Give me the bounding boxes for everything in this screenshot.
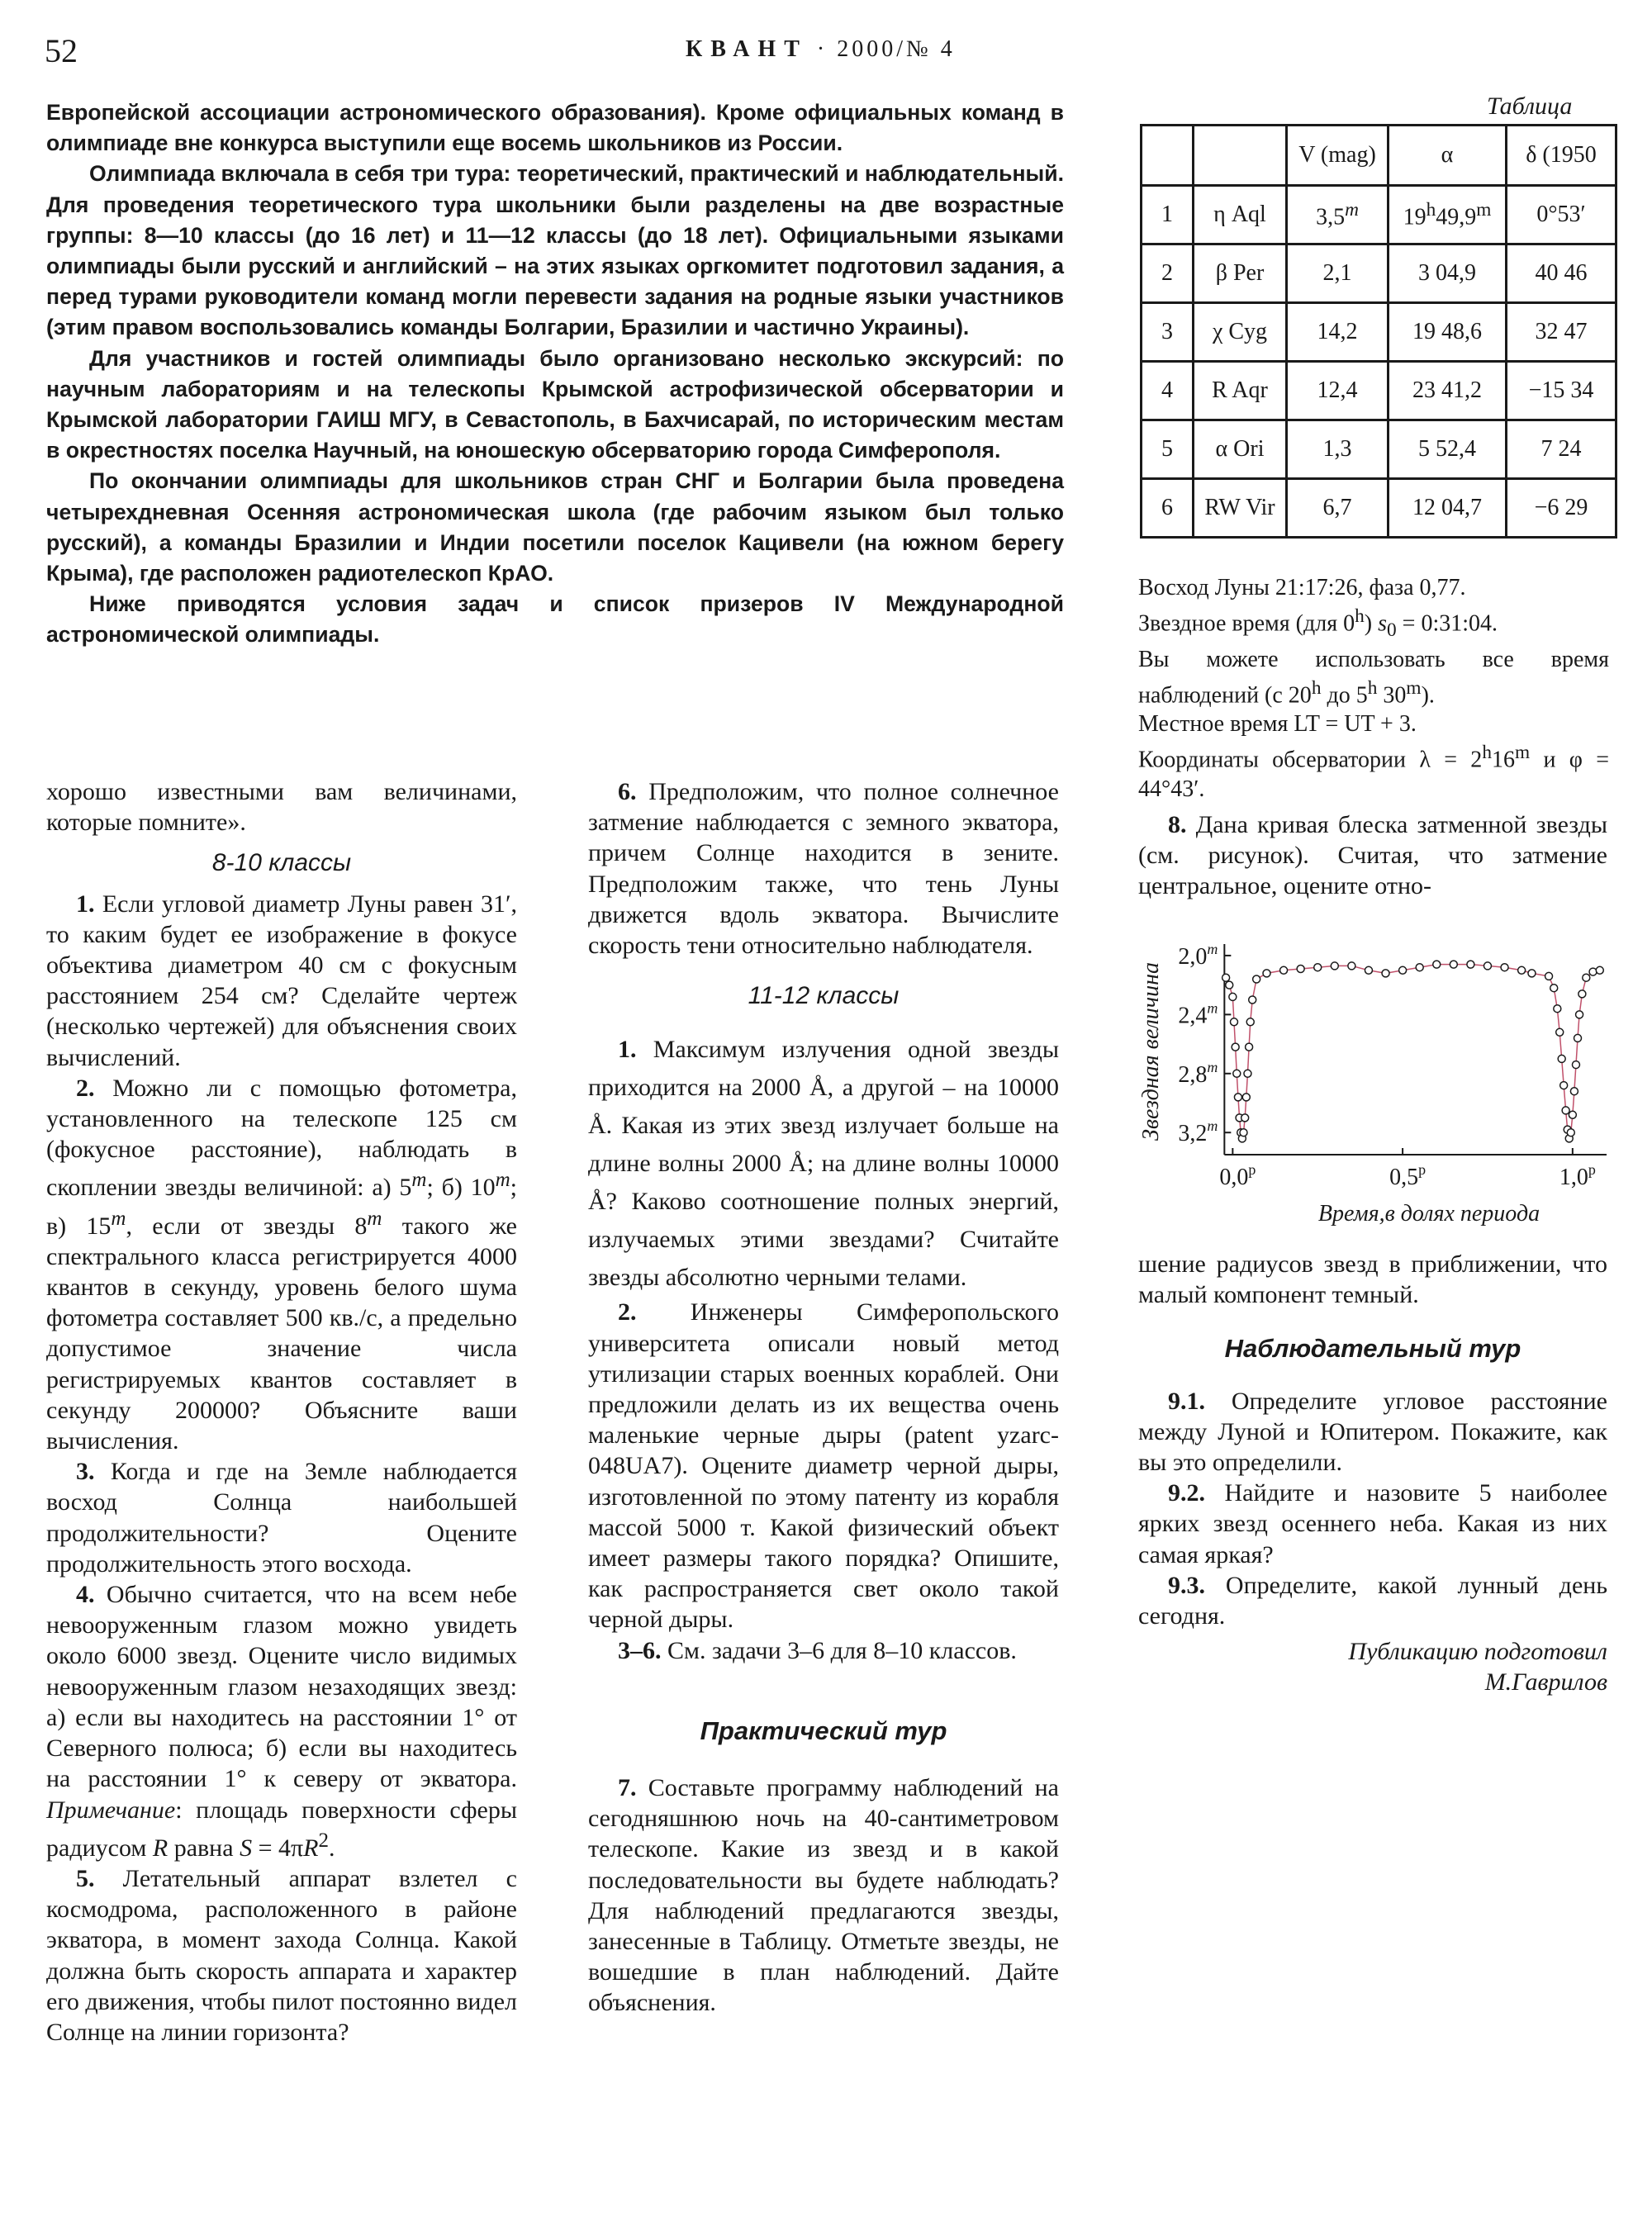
subscript: 0: [1386, 619, 1397, 641]
unit: Å: [588, 1112, 606, 1140]
table-cell: R Aqr: [1194, 362, 1287, 420]
note-text: ).: [1421, 682, 1435, 709]
journal-name: КВАНТ: [686, 36, 808, 62]
data-point: [1501, 964, 1508, 971]
data-point: [1574, 1034, 1582, 1042]
problem-text: такого же спектрального класса регистрируется 4000 квантов в секунду, уровень белого шума фотометра составляет 500 кв./с, а предельно допустимое значение числа регистрируемых квантов составляет в секунду 200000? Объясните ваши вычисления.: [46, 1212, 517, 1455]
note-label: Примечание: [46, 1796, 176, 1824]
problem-text: Дана кривая блеска затменной звезды (см. рисунок). Считая, что затмение центральное, оцените отно-: [1138, 811, 1607, 900]
table-cell: 12 04,7: [1389, 479, 1507, 538]
table-cell: α Ori: [1194, 420, 1287, 479]
data-point: [1560, 1082, 1568, 1089]
problem-number: 5.: [76, 1864, 95, 1892]
table-cell: −6 29: [1507, 479, 1616, 538]
section-heading-observational: Наблюдательный тур: [1224, 1334, 1521, 1364]
data-point: [1578, 990, 1586, 998]
superscript: m: [1406, 676, 1422, 699]
data-point: [1232, 1043, 1239, 1051]
problem-4: [46, 1579, 517, 1863]
note-moonrise: Восход Луны 21:17:26, фаза 0,77.: [1138, 575, 1466, 600]
data-point: [1263, 970, 1270, 977]
y-tick-label: 3,2$^m$: [1178, 1117, 1218, 1147]
problem-number: 3–6.: [618, 1636, 662, 1664]
data-point: [1467, 961, 1474, 968]
data-point: [1583, 974, 1590, 981]
data-point: [1545, 972, 1553, 980]
problem-text: Максимум излучения одной звезды приходится на 2000: [588, 1036, 1059, 1102]
problem-text: Можно ли с помощью фотометра, установленного на телескопе 125 см (фокусное расстояние), наблюдать в скоплении звезды величиной: а) 5: [46, 1074, 517, 1202]
data-point: [1246, 1043, 1253, 1051]
table-cell: RW Vir: [1194, 479, 1287, 538]
data-point: [1554, 1005, 1561, 1013]
data-point: [1222, 974, 1230, 981]
problem-3: [46, 1456, 517, 1579]
data-point: [1433, 961, 1441, 968]
page-number: 52: [45, 32, 78, 69]
table-cell: 2: [1142, 244, 1194, 303]
formula: S: [240, 1834, 253, 1862]
data-point: [1241, 1114, 1249, 1122]
superscript: h: [1482, 742, 1492, 764]
column-1: [46, 776, 517, 2048]
note-text: до 5: [1321, 682, 1368, 709]
table-cell: 40 46: [1507, 244, 1616, 303]
problem-9-3: [1138, 1570, 1607, 1631]
data-point: [1589, 968, 1597, 975]
signature-line: Публикацию подготовил: [1348, 1638, 1607, 1666]
intro-paragraph: Ниже приводятся условия задач и список призеров IV Международной астрономической олимпиады.: [46, 591, 1064, 648]
data-point: [1596, 966, 1603, 974]
data-point: [1365, 966, 1372, 974]
data-point: [1483, 962, 1491, 970]
table-header-cell: δ (1950: [1507, 126, 1616, 186]
data-point: [1382, 970, 1389, 977]
table-header-cell: [1142, 126, 1194, 186]
data-point: [1280, 966, 1288, 974]
column-3-top: [1138, 809, 1607, 902]
problem-number: 8.: [1168, 811, 1187, 838]
problem-number: 2.: [618, 1298, 637, 1326]
column-2: [588, 776, 1059, 2019]
table-cell: [1287, 186, 1389, 244]
problem-6: [588, 776, 1059, 961]
table-cell: 32 47: [1507, 303, 1616, 362]
continued-text: хорошо известными вам величинами, которые помните».: [46, 778, 517, 837]
data-point: [1576, 1011, 1583, 1018]
table-cell: −15 34: [1507, 362, 1616, 420]
intro-paragraph: Европейской ассоциации астрономического образования). Кроме официальных команд в олимпиаде вне конкурса выступили еще восемь школьников из России.: [46, 100, 1064, 156]
table-cell: [1389, 186, 1507, 244]
superscript: h: [1311, 676, 1322, 699]
formula: R: [152, 1834, 169, 1862]
data-point: [1314, 964, 1322, 971]
note-text: Координаты обсерватории λ = 2: [1138, 747, 1483, 773]
data-point: [1570, 1088, 1578, 1095]
note-local-time: Местное время LT = UT + 3.: [1138, 711, 1417, 738]
data-point: [1230, 1018, 1237, 1026]
table-header-cell: [1194, 126, 1287, 186]
intro-paragraph: По окончании олимпиады для школьников стран СНГ и Болгарии была проведена четырехдневная Осенняя астрономическая школа (где рабочим языком был только русский), а команды Бразилии и Индии посетили поселок Кацивели (на южном берегу Крыма), где расположен радиотелескоп КрАО.: [46, 468, 1064, 586]
table-caption: Таблица: [1487, 93, 1573, 120]
problem-text: ; в) 15: [46, 1174, 517, 1240]
table-row: [1142, 479, 1616, 538]
table-cell: 1: [1142, 186, 1194, 244]
superscript: m: [1345, 198, 1359, 221]
cell-value: 3,5: [1316, 204, 1346, 230]
formula: = 4π: [252, 1834, 304, 1862]
cell-value: 49,9: [1436, 204, 1477, 230]
note-text: ): [1364, 610, 1379, 637]
problem-9-2: [1138, 1478, 1607, 1570]
problem-3-6-senior: [588, 1635, 1059, 1666]
problem-number: 4.: [76, 1581, 95, 1609]
table-row: [1142, 244, 1616, 303]
data-point: [1244, 1070, 1251, 1077]
running-header: [686, 36, 956, 63]
problem-text: Когда и где на Земле наблюдается восход Солнца наибольшей продолжительности? Оцените продолжительность этого восхода.: [46, 1458, 517, 1578]
note-sidereal: [1138, 602, 1609, 645]
problem-text: Составьте программу наблюдений на сегодняшнюю ночь на 40-сантиметровом телескопе. Какие из звезд и в какой последовательности вы будете наблюдать? Для наблюдений предлагаются звезды, занесенные в Таблицу. Отметьте звезды, не вошедшие в план наблюдений. Дайте объяснения.: [588, 1774, 1059, 2017]
table-cell: 19 48,6: [1389, 303, 1507, 362]
data-point: [1348, 962, 1355, 970]
section-heading-11-12: 11-12 классы: [748, 982, 900, 1010]
table-cell: 0°53′: [1507, 186, 1616, 244]
data-point: [1450, 961, 1457, 968]
superscript: m: [111, 1207, 126, 1230]
data-point: [1233, 1070, 1241, 1077]
problem-text: Предположим, что полное солнечное затмение наблюдается с земного экватора, причем Солнце находится в зените. Предположим также, что тень Луны движется вдоль экватора. Вычислите скорость тени относительно наблюдателя.: [588, 778, 1059, 960]
y-tick-label: 2,4$^m$: [1178, 999, 1218, 1029]
data-point: [1253, 975, 1260, 983]
problem-number: 9.3.: [1168, 1571, 1205, 1599]
y-axis-label: Звездная величина: [1138, 961, 1164, 1141]
problem-5: [46, 1863, 517, 2048]
note-text: Звездное время (для 0: [1138, 610, 1355, 637]
problem-text: , а другой – на 10000: [827, 1074, 1059, 1102]
intro-paragraph: Олимпиада включала в себя три тура: теоретический, практический и наблюдательный. Для проведения теоретического тура школьники были разделены на две возрастные группы: 8—10 классы (до 16 лет) и 11—12 классы (до 18 лет). Официальными языками олимпиады были русский и английский – на этих языках оргкомитет подготовил задания, а перед турами руководители команд могли перевести задания на родные языки участников (этим правом воспользовались команды Болгарии, Бразилии и частично Украины).: [46, 161, 1065, 340]
table-notes: [1138, 573, 1609, 804]
section-heading-practical: Практический тур: [700, 1715, 947, 1745]
problem-text: Определите, какой лунный день сегодня.: [1138, 1571, 1607, 1630]
table-cell: η Aql: [1194, 186, 1287, 244]
table-cell: 14,2: [1287, 303, 1389, 362]
table-cell: 4: [1142, 362, 1194, 420]
journal-issue: · 2000/№ 4: [816, 36, 956, 62]
table-cell: 3: [1142, 303, 1194, 362]
section-heading-8-10: 8-10 классы: [211, 849, 352, 877]
problem-text: . Какая из этих звезд излучает больше на длине волны 2000: [588, 1112, 1059, 1178]
problem-number: 9.2.: [1168, 1479, 1205, 1507]
note-text: .: [328, 1834, 335, 1862]
problem-text: Найдите и назовите 5 наиболее ярких звезд осеннего неба. Какая из них самая яркая?: [1138, 1479, 1607, 1568]
data-point: [1331, 962, 1338, 970]
note-text: 16: [1491, 747, 1515, 773]
data-point: [1399, 966, 1407, 974]
note-text: = 0:31:04.: [1396, 610, 1498, 637]
light-curve-line: [1226, 965, 1600, 1139]
x-tick-label: 0,5$^p$: [1389, 1161, 1427, 1190]
unit: Å: [789, 1150, 807, 1178]
table-cell: χ Cyg: [1194, 303, 1287, 362]
table-cell: β Per: [1194, 244, 1287, 303]
problem-number: 2.: [76, 1074, 95, 1102]
data-point: [1550, 985, 1558, 992]
problem-7: [588, 1772, 1059, 2019]
light-curve-chart: [1132, 932, 1619, 1229]
data-point: [1558, 1055, 1565, 1062]
data-point: [1556, 1028, 1564, 1036]
intro-paragraph: Для участников и гостей олимпиады было организовано несколько экскурсий: по научным лабораториям и на телескопы Крымской астрофизической обсерватории и Крымской лаборатории ГАИШ МГУ, в Севастополь, в Бахчисарай, по историческим местам в окрестностях поселка Научный, на юношескую обсерваторию города Симферополя.: [46, 345, 1064, 463]
table-cell: 7 24: [1507, 420, 1616, 479]
table-header-cell: α: [1389, 126, 1507, 186]
note-coordinates: [1138, 738, 1609, 803]
y-tick-label: 2,8$^m$: [1178, 1058, 1218, 1088]
problem-text: ; б) 10: [426, 1174, 496, 1202]
data-point: [1242, 1094, 1250, 1101]
data-point: [1249, 996, 1256, 1004]
data-point: [1572, 1061, 1579, 1069]
note-text: равна: [168, 1834, 240, 1862]
table-cell: 12,4: [1287, 362, 1389, 420]
problem-text: Если угловой диаметр Луны равен 31′, то каким будет ее изображение в фокусе объектива диаметром 40 см с фокусным расстоянием 254 см? Сделайте чертеж (несколько чертежей) для объяснения своих вычислений.: [46, 890, 518, 1071]
superscript: h: [1367, 676, 1378, 699]
problem-number: 3.: [76, 1458, 95, 1486]
column-3-bottom: [1138, 1249, 1607, 1698]
unit: Å: [809, 1074, 828, 1102]
data-point: [1226, 981, 1233, 989]
table-cell: 6: [1142, 479, 1194, 538]
table-row: [1142, 362, 1616, 420]
superscript: m: [367, 1207, 382, 1230]
problem-2: [46, 1073, 517, 1456]
data-point: [1569, 1111, 1576, 1118]
intro-block: [46, 97, 1064, 651]
data-point: [1240, 1129, 1247, 1136]
problem-text: Определите угловое расстояние между Луной и Юпитером. Покажите, как вы это определили.: [1138, 1387, 1607, 1477]
note-text: Вы можете использовать все время наблюдений (с 20: [1138, 646, 1609, 709]
table-cell: 5: [1142, 420, 1194, 479]
data-point: [1518, 966, 1526, 974]
formula: s: [1378, 610, 1387, 637]
table-row: [1142, 186, 1616, 244]
table-row: [1142, 303, 1616, 362]
problem-text: См. задачи 3–6 для 8–10 классов.: [667, 1636, 1017, 1664]
data-point: [1416, 964, 1423, 971]
x-tick-label: 0,0$^p$: [1219, 1161, 1256, 1190]
table-cell: 5 52,4: [1389, 420, 1507, 479]
superscript: m: [1514, 742, 1531, 764]
problem-text: ? Каково соотношение полных энергий, излучаемых этими звездами? Считайте звезды абсолютно черными телами.: [588, 1188, 1059, 1292]
problem-8-continued: шение радиусов звезд в приближении, что малый компонент темный.: [1138, 1250, 1607, 1309]
table-row: [1142, 420, 1616, 479]
y-tick-label: 2,0$^m$: [1178, 940, 1218, 970]
data-point: [1297, 966, 1304, 973]
signature-author: М.Гаврилов: [1484, 1668, 1607, 1696]
superscript: m: [411, 1169, 427, 1192]
table-header-cell: V (mag): [1287, 126, 1389, 186]
formula: R: [303, 1834, 319, 1862]
unit: Å: [588, 1188, 606, 1216]
problem-text: , если от звезды 8: [126, 1212, 368, 1240]
data-point: [1528, 970, 1536, 977]
problem-number: 1.: [76, 890, 95, 918]
superscript: 2: [318, 1829, 329, 1852]
problem-text: ; на длине волны 10000: [806, 1150, 1059, 1178]
problem-9-1: [1138, 1386, 1607, 1478]
x-axis-label: Время,в долях периода: [1317, 1201, 1540, 1227]
note-time: [1138, 645, 1609, 709]
data-point: [1229, 993, 1237, 1000]
problem-text: Летательный аппарат взлетел с космодрома, расположенного в районе экватора, в момент захода Солнца. Какой должна быть скорость аппарата и характер его движения, чтобы пилот постоянно видел Солнце на линии горизонта?: [46, 1864, 517, 2046]
table-cell: 3 04,9: [1389, 244, 1507, 303]
problem-number: 1.: [618, 1036, 637, 1064]
problem-text: Обычно считается, что на всем небе невооруженным глазом можно увидеть около 6000 звезд. Оцените число видимых невооруженным глазом незаходящих звезд: а) если вы находитесь на расстоянии 1° от Северного полюса; б) если вы находитесь на расстоянии 1° к северу от экватора.: [46, 1581, 517, 1793]
star-table: [1140, 124, 1617, 539]
note-text: и φ = 44°43′.: [1138, 747, 1609, 802]
superscript: m: [495, 1169, 510, 1192]
problem-2-senior: [588, 1297, 1059, 1635]
problem-number: 7.: [618, 1774, 637, 1802]
superscript: h: [1355, 605, 1365, 627]
data-point: [1234, 1094, 1241, 1101]
data-point: [1567, 1129, 1574, 1136]
data-point: [1246, 1018, 1254, 1026]
table-cell: 1,3: [1287, 420, 1389, 479]
problem-number: 9.1.: [1168, 1387, 1205, 1415]
superscript: h: [1426, 198, 1436, 221]
note-text: : площадь поверхности сферы радиусом: [46, 1796, 517, 1862]
problem-1-senior: [588, 1031, 1059, 1297]
x-tick-label: 1,0$^p$: [1559, 1161, 1596, 1190]
table-cell: 23 41,2: [1389, 362, 1507, 420]
problem-number: 6.: [618, 778, 637, 805]
cell-value: 19: [1403, 204, 1427, 230]
note-text: 30: [1377, 682, 1407, 709]
table-cell: 2,1: [1287, 244, 1389, 303]
data-point: [1562, 1107, 1569, 1114]
table-cell: 6,7: [1287, 479, 1389, 538]
problem-text: Инженеры Симферопольского университета описали новый метод утилизации старых военных кораблей. Они предложили делать из их вещества очень маленькие черные дыры (patent yzarc-048UA7). Оцените диаметр черной дыры, изготовленной по этому патенту из корабля массой 5000 т. Какой физический объект имеет размеры такого порядка? Опишите, как распространяется свет около такой черной дыры.: [588, 1298, 1059, 1634]
table-header-row: [1142, 126, 1616, 186]
problem-1: [46, 889, 517, 1073]
superscript: m: [1476, 198, 1492, 221]
problem-8: [1138, 809, 1607, 902]
